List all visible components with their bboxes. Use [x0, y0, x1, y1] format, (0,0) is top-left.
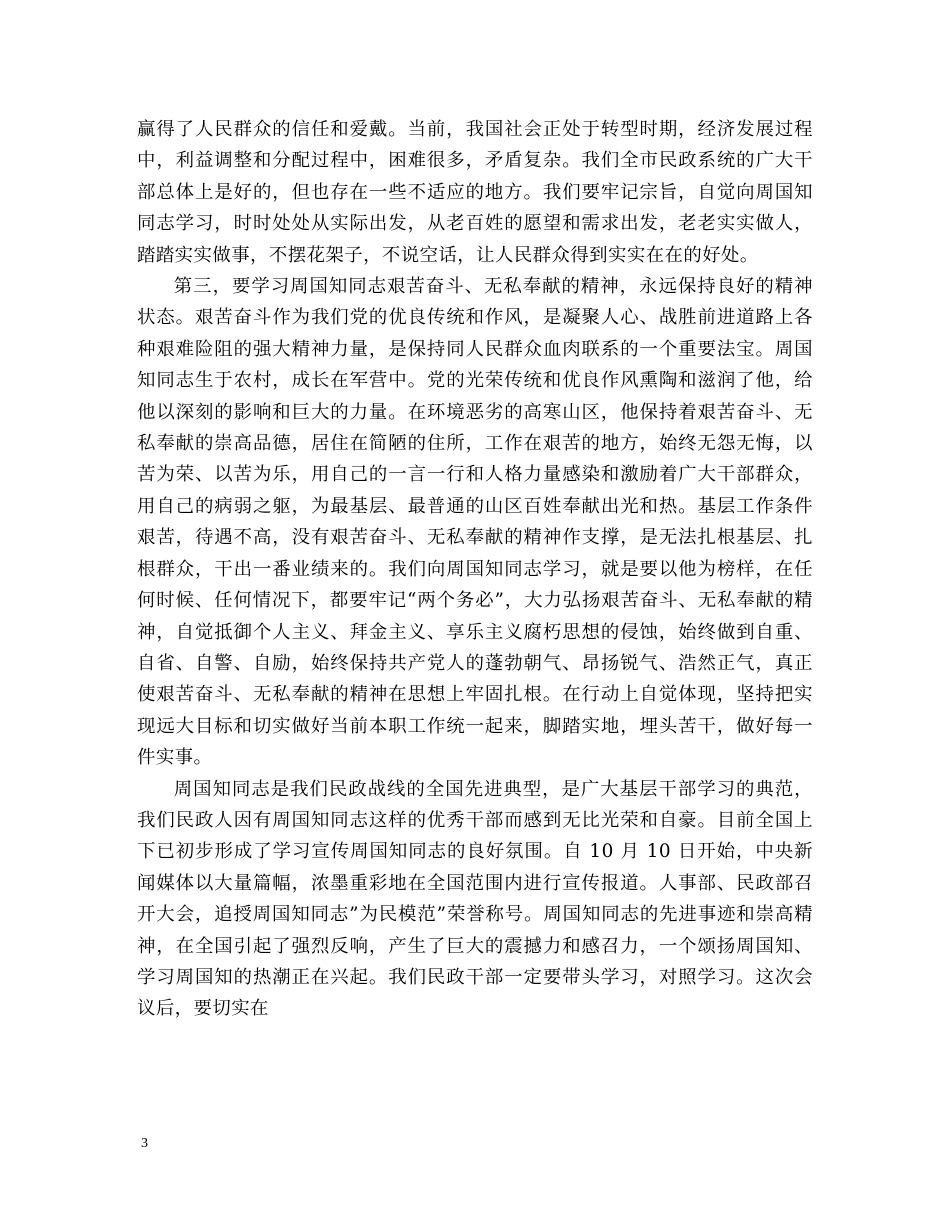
paragraph-third-point: 第三，要学习周国知同志艰苦奋斗、无私奉献的精神，永远保持良好的精神状态。艰苦奋斗作为我们党的优良传统和作风，是凝聚人心、战胜前进道路上各种艰难险阻的强大精神力量，是保持同人民群众血肉联系的一个重要法宝。周国知同志生于农村，成长在军营中。党的光荣传统和优良作风熏陶和滋润了他，给他以深刻的影响和巨大的力量。在环境恶劣的高寒山区，他保持着艰苦奋斗、无私奉献的崇高品德，居住在简陋的住所，工作在艰苦的地方，始终无怨无悔，以苦为荣、以苦为乐，用自己的一言一行和人格力量感染和激励着广大干部群众，用自己的病弱之躯，为最基层、最普通的山区百姓奉献出光和热。基层工作条件艰苦，待遇不高，没有艰苦奋斗、无私奉献的精神作支撑，是无法扎根基层、扎根群众，干出一番业绩来的。我们向周国知同志学习，就是要以他为榜样，在任何时候、任何情况下，都要牢记“两个务必”，大力弘扬艰苦奋斗、无私奉献的精神，自觉抵御个人主义、拜金主义、享乐主义腐朽思想的侵蚀，始终做到自重、自省、自警、自励，始终保持共产党人的蓬勃朝气、昂扬锐气、浩然正气，真正使艰苦奋斗、无私奉献的精神在思想上牢固扎根。在行动上自觉体现，坚持把实现远大目标和切实做好当前本职工作统一起来，脚踏实地，埋头苦干，做好每一件实事。: [137, 276, 813, 769]
paragraph-advanced-model: 周国知同志是我们民政战线的全国先进典型，是广大基层干部学习的典范，我们民政人因有周国知同志这样的优秀干部而感到无比光荣和自豪。目前全国上下已初步形成了学习宣传周国知同志的良好氛围。自 10 月 10 日开始，中央新闻媒体以大量篇幅，浓墨重彩地在全国范围内进行宣传报道。人事部、民政部召开大会，追授周国知同志”为民模范”荣誉称号。周国知同志的先进事迹和崇高精神，在全国引起了强烈反响，产生了巨大的震撼力和感召力，一个颂扬周国知、学习周国知的热潮正在兴起。我们民政干部一定要带头学习，对照学习。这次会议后，要切实在: [137, 778, 813, 1020]
document-body: [137, 114, 813, 1025]
paragraph-continuation: 赢得了人民群众的信任和爱戴。当前，我国社会正处于转型时期，经济发展过程中，利益调整和分配过程中，困难很多，矛盾复杂。我们全市民政系统的广大干部总体上是好的，但也存在一些不适应的地方。我们要牢记宗旨，自觉向周国知同志学习，时时处处从实际出发，从老百姓的愿望和需求出发，老老实实做人，踏踏实实做事，不摆花架子，不说空话，让人民群众得到实实在在的好处。: [137, 119, 813, 266]
page-number: 3: [141, 1136, 148, 1151]
